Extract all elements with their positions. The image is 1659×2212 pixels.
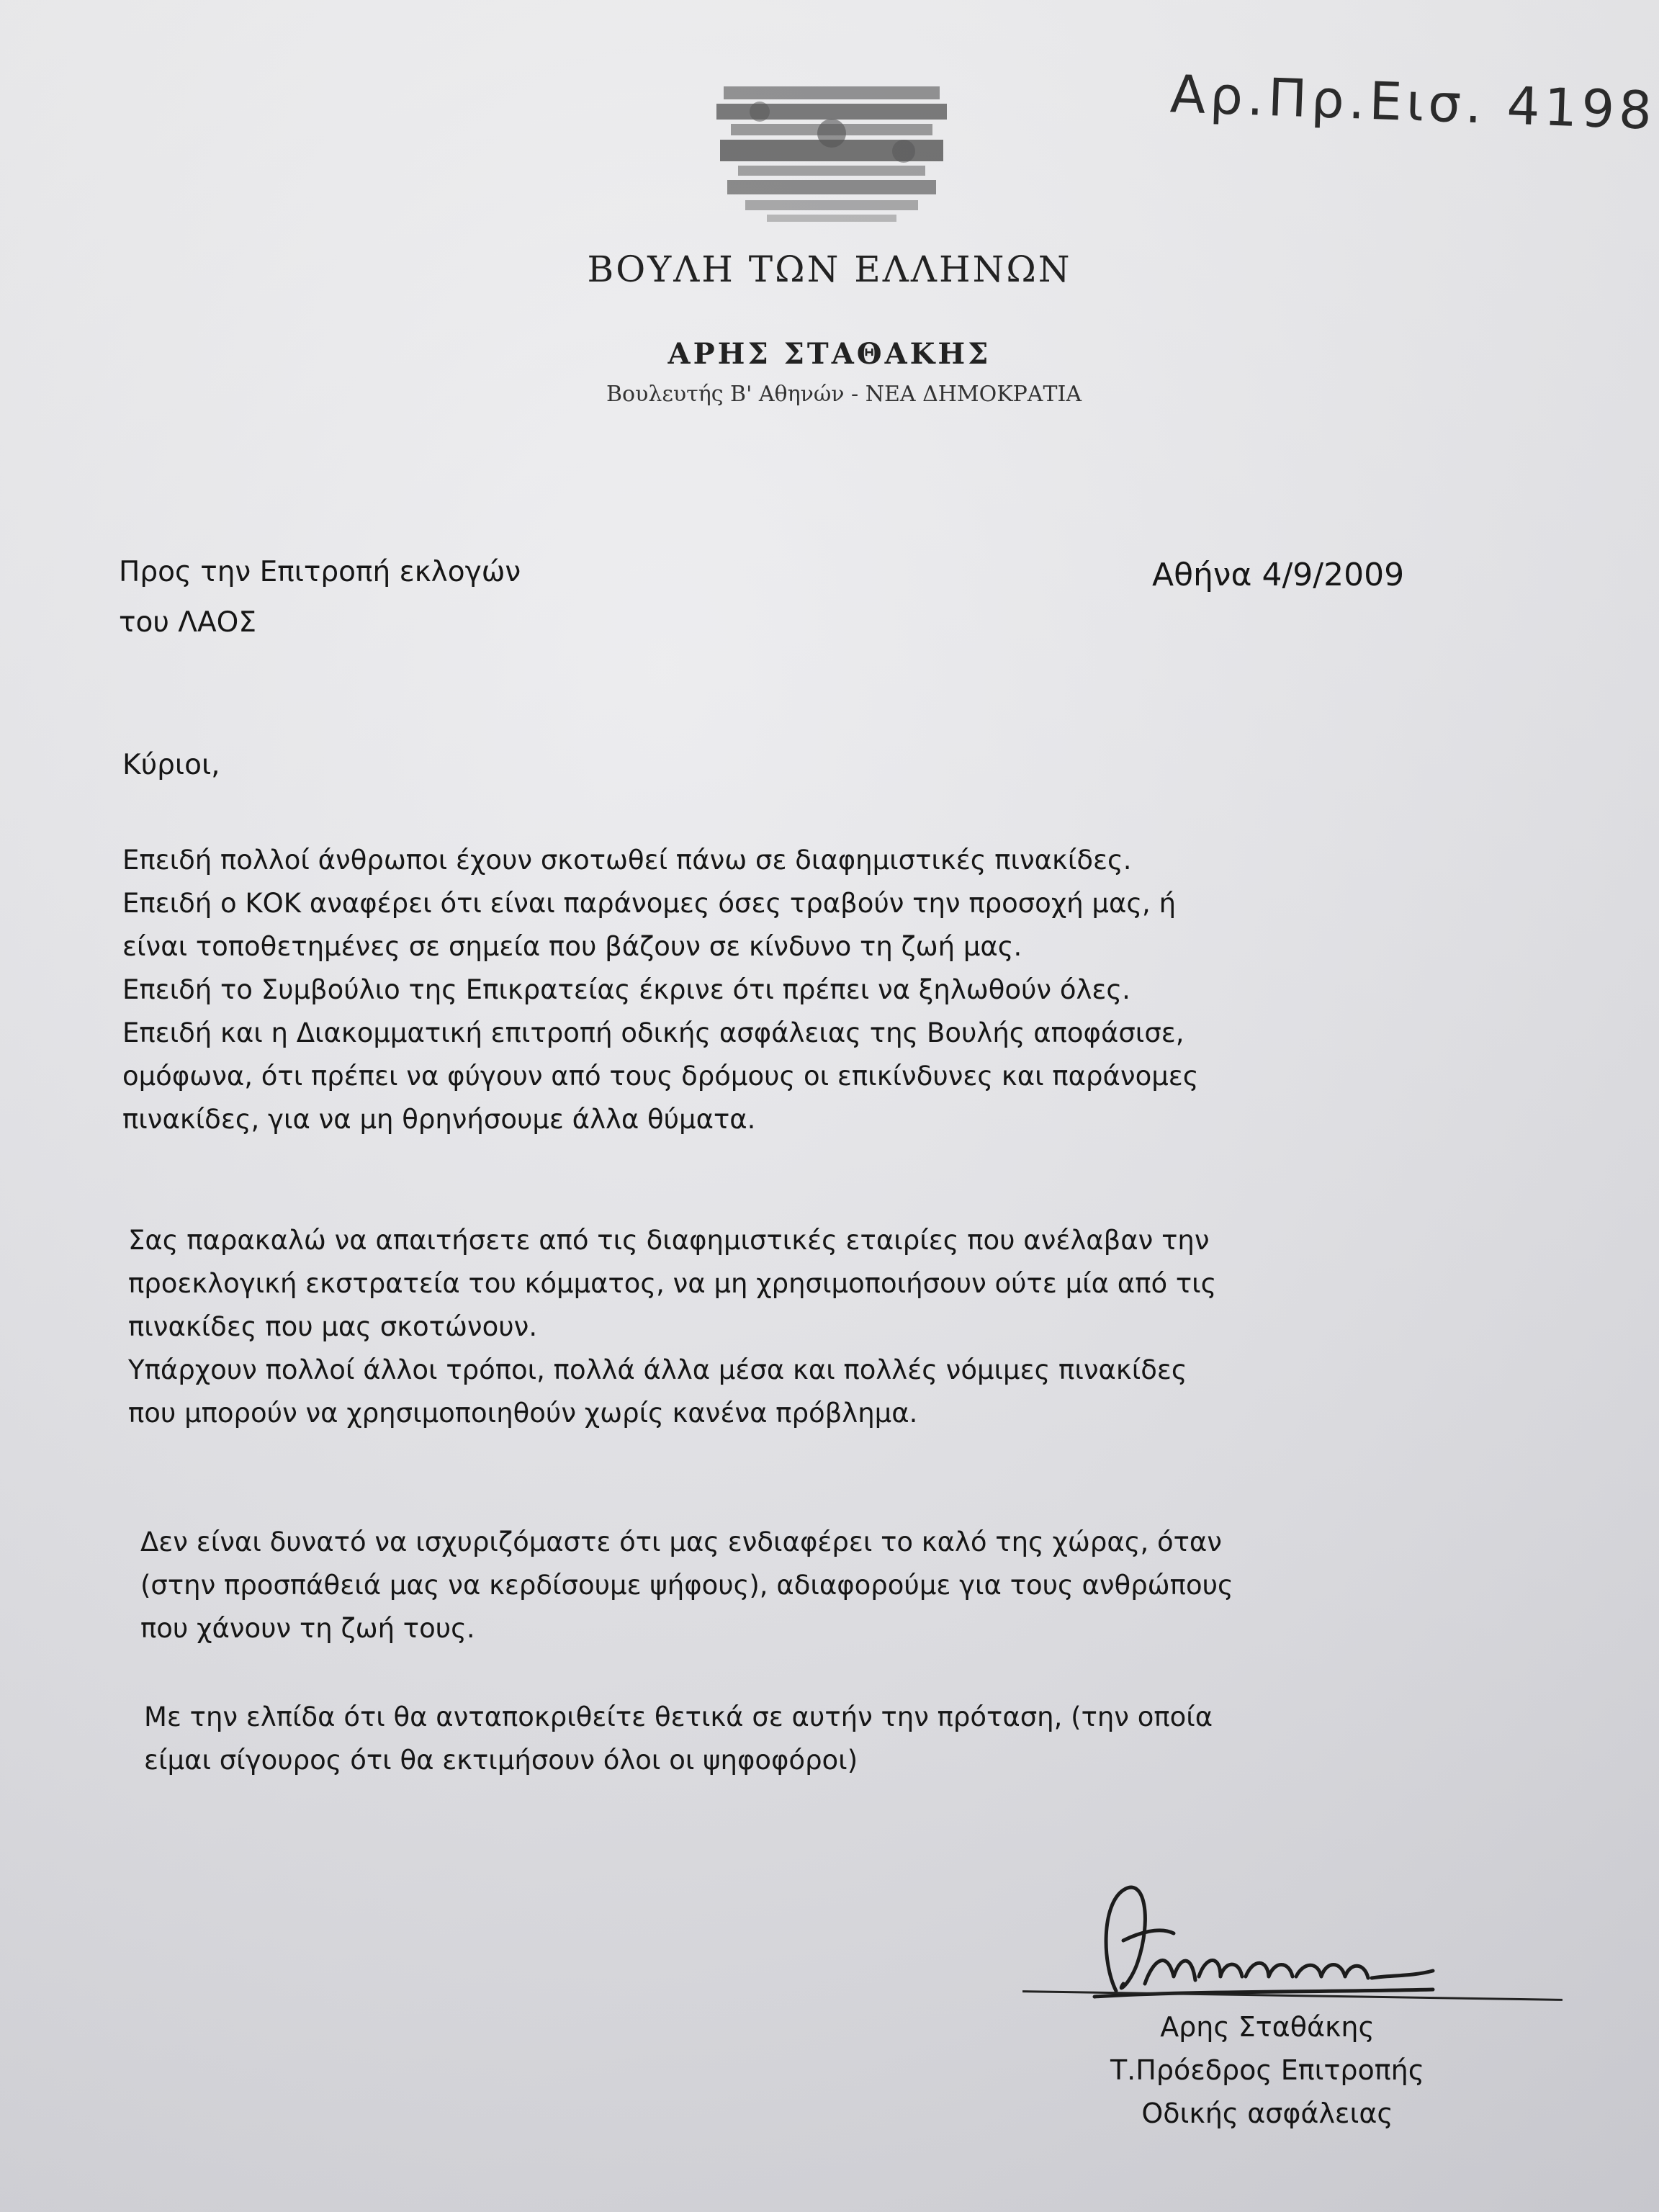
recipient-line-2: του ΛΑΟΣ (119, 606, 257, 639)
letterhead-name: ΑΡΗΣ ΣΤΑΘΑΚΗΣ (667, 337, 992, 371)
paragraph-line: Επειδή το Συμβούλιο της Επικρατείας έκρινε ότι πρέπει να ξηλωθούν όλες. (122, 974, 1130, 1005)
paragraph-line: Δεν είναι δυνατό να ισχυριζόμαστε ότι μας ενδιαφέρει το καλό της χώρας, όταν (140, 1527, 1222, 1557)
paragraph-line: Σας παρακαλώ να απαιτήσετε από τις διαφημιστικές εταιρίες που ανέλαβαν την (128, 1225, 1210, 1256)
paragraph-line: είμαι σίγουρος ότι θα εκτιμήσουν όλοι οι ψηφοφόροι) (144, 1745, 858, 1776)
paragraph-line: Επειδή ο ΚΟΚ αναφέρει ότι είναι παράνομες όσες τραβούν την προσοχή μας, ή (122, 888, 1177, 919)
paragraph-line: πινακίδες, για να μη θρηνήσουμε άλλα θύματα. (122, 1104, 756, 1135)
paragraph-2 (128, 1219, 1216, 1435)
recipient-block (119, 547, 521, 648)
handwritten-signature (1073, 1876, 1447, 2005)
letterhead-role: Βουλευτής Β' Αθηνών - ΝΕΑ ΔΗΜΟΚΡΑΤΙΑ (606, 382, 1082, 407)
handwritten-reference-number: Αρ.Πρ.Εισ. 4198 (1169, 63, 1658, 141)
paragraph-1 (122, 839, 1198, 1141)
signer-title-2: Οδικής ασφάλειας (1141, 2098, 1393, 2129)
paragraph-line: που χάνουν τη ζωή τους. (140, 1613, 475, 1644)
paragraph-line: ομόφωνα, ότι πρέπει να φύγουν από τους δρόμους οι επικίνδυνες και παράνομες (122, 1061, 1199, 1092)
signer-block (994, 2005, 1541, 2135)
paragraph-line: είναι τοποθετημένες σε σημεία που βάζουν σε κίνδυνο τη ζωή μας. (122, 931, 1022, 962)
paragraph-line: Με την ελπίδα ότι θα ανταποκριθείτε θετικά σε αυτήν την πρόταση, (την οποία (144, 1701, 1213, 1732)
paragraph-4 (144, 1696, 1213, 1782)
signer-title-1: Τ.Πρόεδρος Επιτροπής (1110, 2054, 1425, 2086)
paragraph-line: προεκλογική εκστρατεία του κόμματος, να μη χρησιμοποιήσουν ούτε μία από τις (128, 1268, 1217, 1299)
letterhead-organization: ΒΟΥΛΗ ΤΩΝ ΕΛΛΗΝΩΝ (587, 248, 1072, 290)
paragraph-line: (στην προσπάθειά μας να κερδίσουμε ψήφους), αδιαφορούμε για τους ανθρώπους (140, 1570, 1233, 1601)
paragraph-line: Υπάρχουν πολλοί άλλοι τρόποι, πολλά άλλα μέσα και πολλές νόμιμες πινακίδες (128, 1354, 1187, 1385)
paragraph-3 (140, 1521, 1233, 1650)
signer-name: Αρης Σταθάκης (1160, 2011, 1375, 2043)
greeting: Κύριοι, (122, 749, 220, 781)
paragraph-line: Επειδή και η Διακομματική επιτροπή οδικής ασφάλειας της Βουλής αποφάσισε, (122, 1017, 1184, 1048)
recipient-line-1: Προς την Επιτροπή εκλογών (119, 556, 521, 588)
letter-date: Αθήνα 4/9/2009 (1152, 557, 1405, 593)
paragraph-line: που μπορούν να χρησιμοποιηθούν χωρίς κανένα πρόβλημα. (128, 1398, 918, 1429)
parliament-emblem-icon (709, 79, 954, 230)
paragraph-line: πινακίδες που μας σκοτώνουν. (128, 1311, 538, 1342)
paragraph-line: Επειδή πολλοί άνθρωποι έχουν σκοτωθεί πάνω σε διαφημιστικές πινακίδες. (122, 845, 1132, 876)
